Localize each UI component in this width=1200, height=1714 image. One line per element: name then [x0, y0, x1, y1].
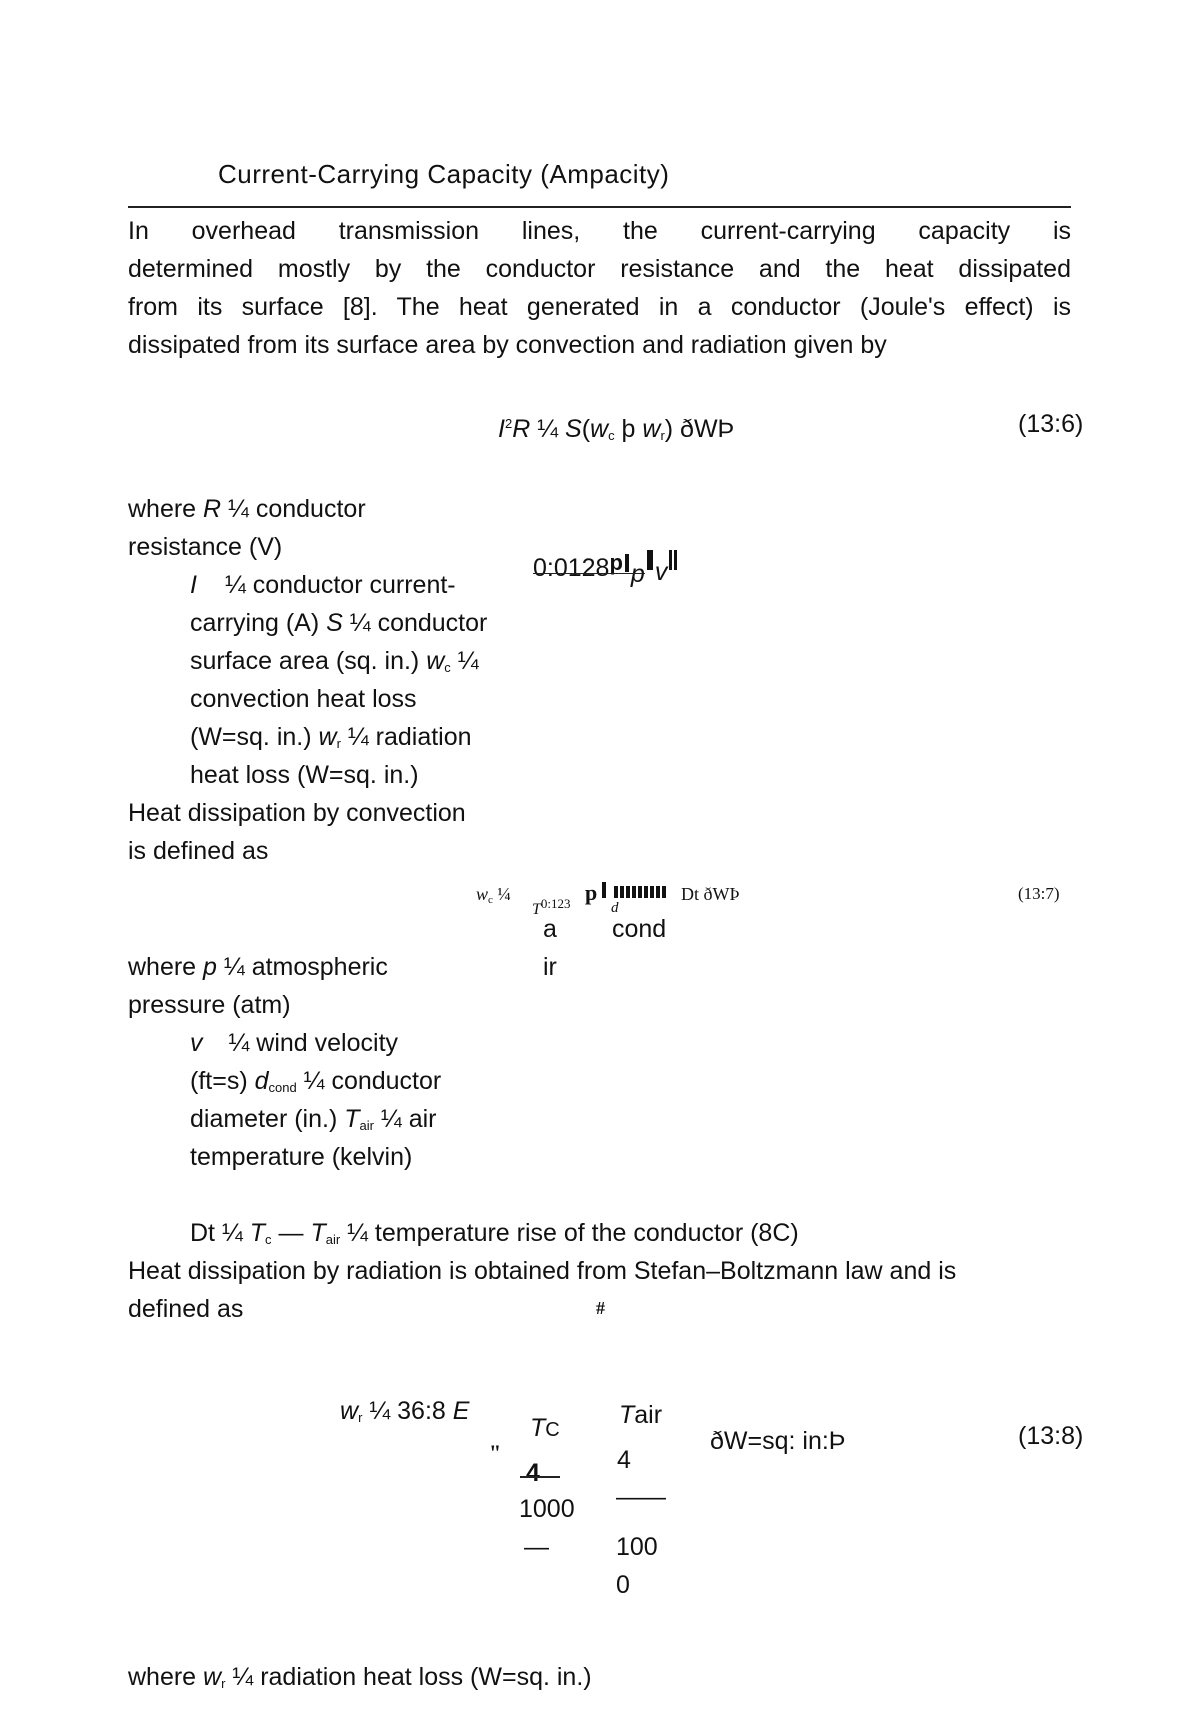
def2-line: pressure (atm)	[128, 991, 291, 1019]
def-sub: r	[336, 736, 341, 751]
def-symbol: w	[318, 723, 337, 751]
title-rule	[128, 206, 1071, 208]
final-text: where	[128, 1663, 204, 1691]
eq2-eq: ¼	[492, 884, 511, 904]
def2-symbol: T	[344, 1105, 360, 1133]
def-line: convection heat loss	[190, 685, 417, 713]
def-line	[190, 604, 487, 642]
dt-text: ¼ temperature rise of the conductor (8C)	[340, 1219, 799, 1247]
eq1-eq: ¼	[530, 415, 565, 443]
def2-line: temperature (kelvin)	[190, 1143, 413, 1171]
def2-symbol: d	[254, 1067, 269, 1095]
equation-13-7-lhs	[476, 884, 511, 906]
garbled-v: v	[654, 558, 668, 586]
equation-number-13-6: (13:6)	[1018, 410, 1084, 438]
eq2-d: d	[611, 900, 619, 916]
eq3-unit: ðW=sq: in:Þ	[710, 1427, 846, 1455]
section-title: Current-Carrying Capacity (Ampacity)	[218, 159, 670, 189]
equation-13-8-lhs	[340, 1392, 469, 1437]
def2-line	[190, 1024, 398, 1062]
dt-sub: air	[325, 1232, 341, 1247]
def-symbol: I	[190, 571, 197, 599]
convection-intro-line: is defined as	[128, 837, 269, 865]
hash-mark: #	[596, 1298, 605, 1318]
def2-text: ¼ conductor	[296, 1067, 442, 1095]
eq2-w: w	[476, 884, 489, 904]
garbled-p: p	[630, 560, 645, 588]
def-symbol: w	[426, 647, 445, 675]
eq3-E: E	[452, 1397, 470, 1425]
eq2-sub: c	[488, 894, 493, 906]
final-definition	[128, 1658, 592, 1703]
final-text: ¼ radiation heat loss (W=sq. in.)	[225, 1663, 592, 1691]
def2-line	[128, 948, 388, 986]
dt-Ta: T	[310, 1219, 326, 1247]
def-text: where	[128, 495, 204, 523]
eq1-open: (	[581, 415, 591, 443]
equation-13-6	[498, 405, 734, 455]
def-text: carrying (A)	[190, 609, 327, 637]
def-line	[128, 490, 366, 528]
intro-line: dissipated from its surface area by convection and radiation given by	[128, 331, 887, 359]
equation-number-13-7: (13:7)	[1018, 884, 1060, 903]
eq1-wc-sub: c	[608, 428, 615, 443]
dt-sub: c	[265, 1232, 272, 1247]
convection-intro-line: Heat dissipation by convection	[128, 799, 466, 827]
eq3-zero: 0	[616, 1571, 630, 1599]
equation-number-13-8: (13:8)	[1018, 1422, 1084, 1450]
eq2-exp: 0:123	[540, 896, 571, 911]
def2-text: ¼ atmospheric	[216, 953, 388, 981]
eq2-ir: ir	[543, 953, 557, 981]
eq1-unit: ðWÞ	[673, 415, 735, 443]
def2-sub: cond	[268, 1080, 297, 1095]
eq3-w: w	[340, 1397, 359, 1425]
garbled-bar	[625, 554, 629, 572]
dt-dash: —	[271, 1219, 311, 1247]
eq2-bar	[602, 882, 606, 898]
eq1-wr-sub: r	[660, 428, 665, 443]
eq3-four-a: 4	[526, 1459, 540, 1487]
def2-sub: air	[359, 1118, 374, 1133]
def-text: ¼ conductor current-	[224, 571, 456, 599]
eq3-eq: ¼ 36:8	[362, 1397, 453, 1425]
garbled-bar	[674, 550, 677, 570]
intro-line: determined mostly by the conductor resistance and the heat dissipated	[128, 255, 1071, 283]
eq3-k100: 100	[616, 1533, 658, 1561]
def-sub: c	[444, 660, 451, 675]
eq1-plus: þ	[614, 415, 643, 443]
eq3-dash-a: —	[524, 1533, 549, 1561]
garbled-fraction-line	[533, 573, 645, 574]
def-line: heat loss (W=sq. in.)	[190, 761, 419, 789]
garbled-formula	[533, 544, 677, 593]
eq2-T: T	[532, 901, 541, 918]
def-text: ¼ conductor	[342, 609, 488, 637]
eq3-quote: "	[489, 1440, 502, 1465]
eq3-dash-b: ——	[616, 1483, 666, 1511]
eq2-cond: cond	[612, 915, 667, 943]
eq1-sup: 2	[504, 416, 513, 431]
def2-symbol: p	[203, 953, 217, 981]
def-symbol: R	[203, 495, 222, 523]
def-text: ¼ radiation	[340, 723, 472, 751]
def2-symbol: v	[190, 1029, 203, 1057]
def-line: resistance (V)	[128, 533, 283, 561]
def2-text: where	[128, 953, 204, 981]
eq1-wc: w	[590, 415, 609, 443]
eq2-bar-group	[614, 886, 666, 898]
final-sub: r	[221, 1676, 226, 1691]
def-line	[190, 566, 456, 604]
eq1-wr: w	[642, 415, 661, 443]
eq1-R: R	[512, 415, 531, 443]
def-symbol: S	[326, 609, 343, 637]
def-text: (W=sq. in.)	[190, 723, 319, 751]
intro-paragraph	[128, 212, 1071, 364]
def2-text: diameter (in.)	[190, 1105, 345, 1133]
dt-Tc: T	[249, 1219, 266, 1247]
garbled-bar	[669, 550, 672, 570]
intro-line: In overhead transmission lines, the current-carrying capacity is	[128, 217, 1071, 245]
def-text: ¼ conductor	[221, 495, 366, 523]
eq3-Tc: TC	[530, 1414, 560, 1442]
eq3-sub: r	[358, 1410, 363, 1425]
garbled-coef: 0:0128	[533, 554, 610, 582]
intro-line: from its surface [8]. The heat generated in a conductor (Joule's effect) is	[128, 293, 1071, 321]
radiation-intro-line: defined as	[128, 1295, 244, 1323]
garbled-sym: p	[609, 550, 623, 575]
eq2-sym: p	[585, 880, 598, 905]
eq3-k1000: 1000	[519, 1495, 575, 1523]
eq1-S: S	[565, 415, 582, 443]
eq2-tail: Dt ðWÞ	[681, 884, 740, 904]
def2-text: (ft=s)	[190, 1067, 255, 1095]
eq1-close: )	[664, 415, 674, 443]
def2-text: ¼ air	[373, 1105, 437, 1133]
eq3-fraction-line	[520, 1476, 560, 1478]
def2-text: ¼ wind velocity	[228, 1029, 399, 1057]
def-text: ¼	[450, 647, 479, 675]
eq3-Tair: Tair	[619, 1401, 663, 1429]
eq2-a: a	[543, 915, 557, 943]
radiation-intro-line: Heat dissipation by radiation is obtained from Stefan–Boltzmann law and is	[128, 1257, 957, 1285]
eq1-I: I	[498, 415, 505, 443]
eq3-four-b: 4	[617, 1446, 631, 1474]
def-text: surface area (sq. in.)	[190, 647, 427, 675]
dt-text: Dt ¼	[190, 1219, 250, 1247]
garbled-bar	[647, 550, 653, 570]
final-symbol: w	[203, 1663, 222, 1691]
